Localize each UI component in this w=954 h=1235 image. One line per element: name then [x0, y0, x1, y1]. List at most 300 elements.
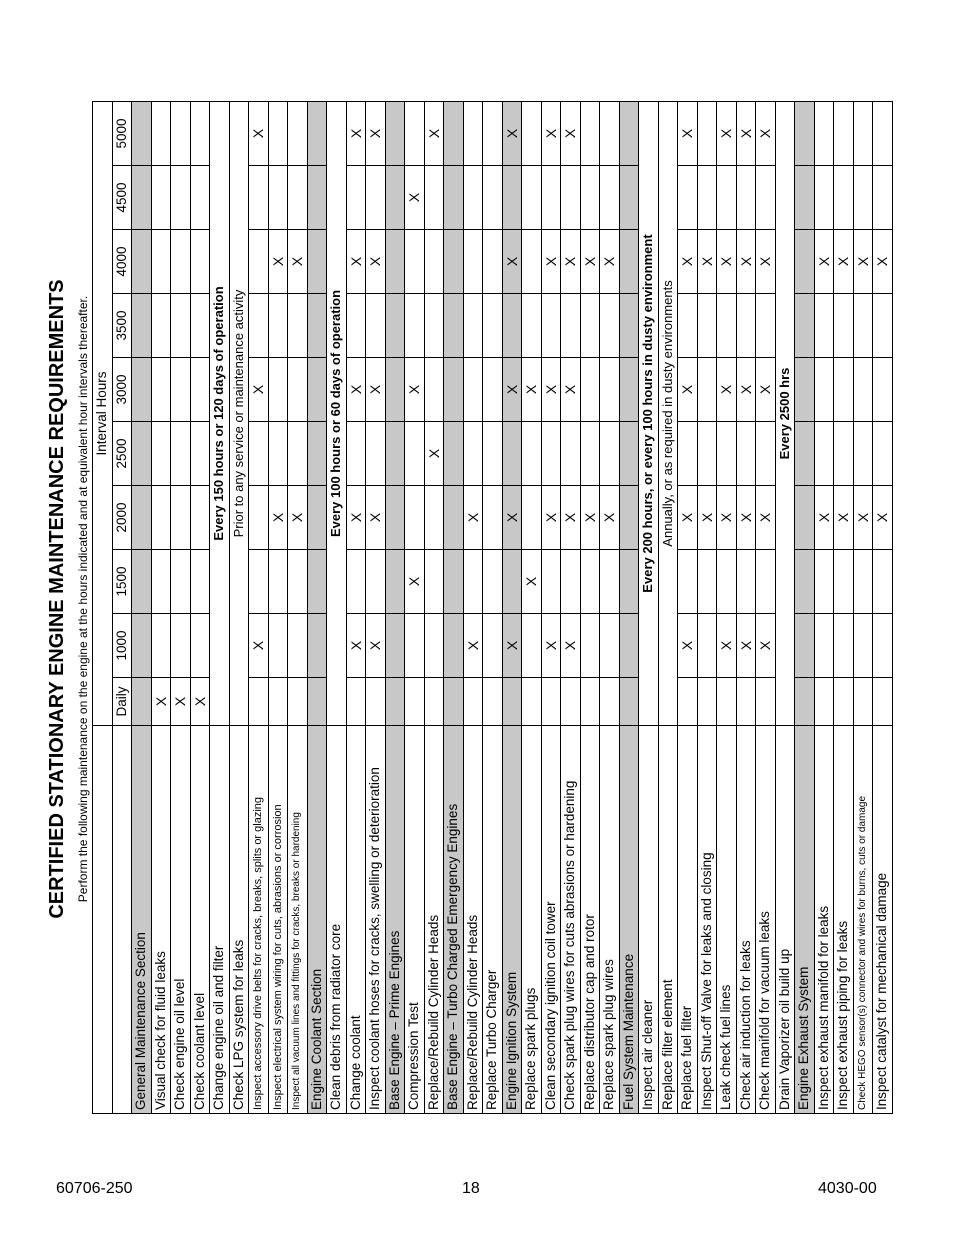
table-row — [151, 102, 171, 1114]
table-row — [249, 102, 269, 1114]
interval-cell — [814, 678, 834, 726]
section-label: Engine Exhaust System — [795, 726, 815, 1114]
task-label: Check HEGO sensor(s) connector and wires for burns, cuts or damage — [853, 726, 873, 1114]
task-label: Clean secondary ignition coil tower — [541, 726, 561, 1114]
interval-cell — [795, 678, 815, 726]
interval-cell — [463, 358, 483, 422]
interval-cell — [619, 486, 639, 550]
interval-mark: X — [346, 614, 366, 678]
interval-cell — [600, 678, 620, 726]
table-row — [541, 102, 561, 1114]
interval-mark: X — [522, 550, 542, 614]
interval-cell — [405, 422, 425, 486]
interval-cell — [522, 230, 542, 294]
table-row — [463, 102, 483, 1114]
interval-mark: X — [190, 678, 210, 726]
section-row — [795, 102, 815, 1114]
interval-mark: X — [424, 102, 444, 166]
interval-cell — [405, 294, 425, 358]
interval-cell — [522, 166, 542, 230]
interval-cell — [814, 102, 834, 166]
interval-cell — [853, 678, 873, 726]
interval-cell — [561, 166, 581, 230]
interval-mark: X — [678, 230, 698, 294]
interval-cell — [424, 614, 444, 678]
interval-mark: X — [697, 486, 717, 550]
table-row — [736, 102, 756, 1114]
interval-cell — [678, 422, 698, 486]
interval-cell — [444, 550, 464, 614]
interval-mark: X — [502, 614, 522, 678]
interval-cell — [307, 486, 327, 550]
interval-cell — [268, 422, 288, 486]
task-label: Inspect Shut-off Valve for leaks and closing — [697, 726, 717, 1114]
header-blank — [112, 726, 132, 1114]
interval-mark: X — [736, 358, 756, 422]
section-row — [619, 102, 639, 1114]
interval-cell — [307, 230, 327, 294]
interval-cell — [307, 678, 327, 726]
interval-cell — [190, 230, 210, 294]
interval-mark: X — [366, 486, 386, 550]
interval-cell — [502, 550, 522, 614]
interval-cell — [483, 550, 503, 614]
table-row — [561, 102, 581, 1114]
table-row — [697, 102, 717, 1114]
interval-cell — [619, 358, 639, 422]
interval-cell — [366, 550, 386, 614]
table-row — [522, 102, 542, 1114]
interval-cell — [619, 166, 639, 230]
interval-cell — [873, 678, 893, 726]
table-row — [210, 102, 230, 1114]
interval-cell — [151, 230, 171, 294]
interval-cell — [268, 358, 288, 422]
interval-cell — [385, 678, 405, 726]
interval-cell — [717, 166, 737, 230]
interval-mark: X — [834, 230, 854, 294]
interval-cell — [405, 230, 425, 294]
interval-cell — [249, 550, 269, 614]
interval-cell — [307, 102, 327, 166]
interval-cell — [619, 422, 639, 486]
task-label: Replace distributor cap and rotor — [580, 726, 600, 1114]
interval-cell — [171, 614, 191, 678]
interval-cell — [756, 422, 776, 486]
interval-cell — [541, 294, 561, 358]
interval-mark: X — [541, 230, 561, 294]
interval-cell — [483, 422, 503, 486]
interval-cell — [600, 614, 620, 678]
interval-cell — [483, 614, 503, 678]
interval-mark: X — [288, 486, 308, 550]
interval-cell — [795, 550, 815, 614]
interval-mark: X — [736, 614, 756, 678]
interval-cell — [541, 166, 561, 230]
interval-mark: X — [580, 486, 600, 550]
interval-note: Every 100 hours or 60 days of operation — [327, 102, 347, 726]
table-row — [873, 102, 893, 1114]
interval-mark: X — [366, 230, 386, 294]
interval-cell — [834, 678, 854, 726]
interval-mark: X — [853, 230, 873, 294]
interval-cell — [307, 294, 327, 358]
interval-cell — [717, 678, 737, 726]
interval-mark: X — [366, 614, 386, 678]
interval-cell — [814, 294, 834, 358]
interval-cell — [288, 422, 308, 486]
section-label: Base Engine – Turbo Charged Emergency Engines — [444, 726, 464, 1114]
interval-cell — [541, 422, 561, 486]
interval-cell — [190, 166, 210, 230]
interval-cell — [814, 422, 834, 486]
interval-cell — [736, 550, 756, 614]
table-row — [268, 102, 288, 1114]
interval-mark: X — [717, 358, 737, 422]
interval-cell — [580, 422, 600, 486]
interval-mark: X — [268, 230, 288, 294]
interval-cell — [619, 614, 639, 678]
interval-mark: X — [756, 102, 776, 166]
interval-cell — [463, 102, 483, 166]
interval-cell — [346, 422, 366, 486]
interval-cell — [171, 486, 191, 550]
interval-cell — [444, 614, 464, 678]
interval-cell — [249, 166, 269, 230]
interval-cell — [834, 294, 854, 358]
interval-cell — [288, 294, 308, 358]
interval-mark: X — [151, 678, 171, 726]
interval-cell — [268, 550, 288, 614]
interval-cell — [717, 294, 737, 358]
interval-cell — [132, 166, 152, 230]
interval-note: Annually, or as required in dusty environments — [658, 102, 678, 726]
interval-mark: X — [678, 614, 698, 678]
interval-cell — [561, 294, 581, 358]
interval-cell — [171, 550, 191, 614]
table-row — [424, 102, 444, 1114]
section-label: General Maintenance Section — [132, 726, 152, 1114]
interval-column-header: 4000 — [112, 230, 132, 294]
interval-cell — [463, 230, 483, 294]
interval-cell — [132, 422, 152, 486]
interval-cell — [678, 294, 698, 358]
interval-cell — [444, 102, 464, 166]
footer-revision: 4030-00 — [818, 1180, 877, 1197]
interval-cell — [853, 614, 873, 678]
interval-cell — [561, 678, 581, 726]
interval-mark: X — [405, 166, 425, 230]
interval-cell — [522, 422, 542, 486]
interval-cell — [697, 358, 717, 422]
interval-note: Every 150 hours or 120 days of operation — [210, 102, 230, 726]
task-label: Check engine oil level — [171, 726, 191, 1114]
interval-mark: X — [424, 422, 444, 486]
interval-cell — [795, 166, 815, 230]
interval-cell — [385, 166, 405, 230]
footer-document-number: 60706-250 — [56, 1180, 133, 1197]
task-label: Clean debris from radiator core — [327, 726, 347, 1114]
interval-cell — [795, 422, 815, 486]
interval-cell — [697, 294, 717, 358]
interval-cell — [463, 678, 483, 726]
interval-cell — [171, 166, 191, 230]
interval-cell — [795, 486, 815, 550]
table-row — [853, 102, 873, 1114]
interval-cell — [249, 230, 269, 294]
interval-cell — [502, 678, 522, 726]
interval-cell — [385, 358, 405, 422]
interval-cell — [268, 614, 288, 678]
task-label: Visual check for fluid leaks — [151, 726, 171, 1114]
interval-cell — [424, 678, 444, 726]
interval-mark: X — [288, 230, 308, 294]
section-row — [444, 102, 464, 1114]
interval-cell — [307, 358, 327, 422]
interval-cell — [502, 294, 522, 358]
task-label: Check coolant level — [190, 726, 210, 1114]
table-row — [171, 102, 191, 1114]
interval-mark: X — [502, 230, 522, 294]
interval-mark: X — [541, 358, 561, 422]
table-row — [366, 102, 386, 1114]
interval-cell — [307, 550, 327, 614]
interval-cell — [834, 550, 854, 614]
interval-cell — [151, 550, 171, 614]
interval-cell — [444, 230, 464, 294]
interval-cell — [424, 486, 444, 550]
interval-cell — [268, 678, 288, 726]
interval-cell — [814, 358, 834, 422]
interval-cell — [249, 422, 269, 486]
interval-cell — [697, 422, 717, 486]
interval-cell — [873, 550, 893, 614]
task-label: Replace spark plugs — [522, 726, 542, 1114]
interval-cell — [853, 422, 873, 486]
section-label: Engine Coolant Section — [307, 726, 327, 1114]
interval-note: Every 200 hours, or every 100 hours in dusty environment — [639, 102, 659, 726]
table-row — [678, 102, 698, 1114]
interval-cell — [853, 102, 873, 166]
interval-cell — [483, 230, 503, 294]
page-subtitle: Perform the following maintenance on the engine at the hours indicated and at equivalent hour intervals thereafter. — [76, 295, 90, 903]
interval-cell — [853, 550, 873, 614]
table-row — [483, 102, 503, 1114]
task-label: Replace Turbo Charger — [483, 726, 503, 1114]
section-label: Base Engine – Prime Engines — [385, 726, 405, 1114]
interval-cell — [814, 614, 834, 678]
interval-cell — [483, 166, 503, 230]
interval-cell — [385, 550, 405, 614]
interval-cell — [795, 614, 815, 678]
header-row-interval — [93, 102, 113, 1114]
interval-cell — [853, 294, 873, 358]
interval-cell — [151, 166, 171, 230]
interval-mark: X — [678, 486, 698, 550]
interval-mark: X — [756, 230, 776, 294]
interval-mark: X — [249, 358, 269, 422]
table-row — [600, 102, 620, 1114]
interval-cell — [717, 550, 737, 614]
task-label: Drain Vaporizer oil build up — [775, 726, 795, 1114]
interval-cell — [853, 358, 873, 422]
interval-mark: X — [541, 486, 561, 550]
interval-cell — [463, 294, 483, 358]
interval-cell — [834, 358, 854, 422]
interval-cell — [561, 422, 581, 486]
interval-column-header: 2000 — [112, 486, 132, 550]
interval-column-header: 5000 — [112, 102, 132, 166]
interval-cell — [385, 230, 405, 294]
interval-cell — [619, 678, 639, 726]
interval-cell — [249, 294, 269, 358]
interval-cell — [346, 166, 366, 230]
interval-cell — [717, 422, 737, 486]
interval-cell — [385, 422, 405, 486]
interval-cell — [151, 294, 171, 358]
interval-cell — [463, 422, 483, 486]
interval-cell — [619, 550, 639, 614]
table-row — [775, 102, 795, 1114]
interval-mark: X — [736, 102, 756, 166]
interval-cell — [873, 358, 893, 422]
interval-column-header: 3000 — [112, 358, 132, 422]
interval-cell — [405, 678, 425, 726]
interval-cell — [132, 358, 152, 422]
maintenance-table — [92, 101, 893, 1114]
interval-cell — [502, 422, 522, 486]
interval-note: Prior to any service or maintenance activity — [229, 102, 249, 726]
task-label: Inspect exhaust piping for leaks — [834, 726, 854, 1114]
interval-column-header: Daily — [112, 678, 132, 726]
interval-cell — [522, 678, 542, 726]
interval-cell — [873, 614, 893, 678]
table-row — [288, 102, 308, 1114]
interval-cell — [444, 678, 464, 726]
interval-cell — [834, 422, 854, 486]
interval-mark: X — [541, 102, 561, 166]
interval-mark: X — [814, 230, 834, 294]
interval-cell — [697, 678, 717, 726]
interval-cell — [736, 422, 756, 486]
interval-mark: X — [600, 230, 620, 294]
interval-mark: X — [873, 486, 893, 550]
page-title: CERTIFIED STATIONARY ENGINE MAINTENANCE REQUIREMENTS — [46, 279, 68, 919]
interval-cell — [424, 166, 444, 230]
interval-mark: X — [346, 230, 366, 294]
table-row — [190, 102, 210, 1114]
interval-cell — [580, 294, 600, 358]
interval-cell — [249, 486, 269, 550]
interval-cell — [424, 550, 444, 614]
task-label: Check air induction for leaks — [736, 726, 756, 1114]
interval-cell — [405, 486, 425, 550]
interval-mark: X — [561, 486, 581, 550]
interval-cell — [151, 486, 171, 550]
interval-cell — [132, 486, 152, 550]
interval-cell — [444, 486, 464, 550]
header-blank — [93, 726, 113, 1114]
interval-mark: X — [736, 230, 756, 294]
interval-mark: X — [756, 358, 776, 422]
interval-cell — [288, 102, 308, 166]
interval-cell — [190, 550, 210, 614]
interval-cell — [580, 550, 600, 614]
interval-cell — [736, 294, 756, 358]
interval-cell — [600, 358, 620, 422]
interval-cell — [171, 102, 191, 166]
interval-cell — [385, 102, 405, 166]
interval-cell — [190, 358, 210, 422]
interval-cell — [795, 230, 815, 294]
task-label: Replace/Rebuild Cylinder Heads — [424, 726, 444, 1114]
interval-cell — [814, 166, 834, 230]
interval-mark: X — [814, 486, 834, 550]
interval-cell — [366, 422, 386, 486]
interval-cell — [600, 294, 620, 358]
interval-cell — [483, 294, 503, 358]
interval-cell — [424, 358, 444, 422]
interval-cell — [249, 678, 269, 726]
section-row — [502, 102, 522, 1114]
interval-cell — [522, 486, 542, 550]
task-label: Replace spark plug wires — [600, 726, 620, 1114]
interval-cell — [288, 166, 308, 230]
interval-cell — [795, 294, 815, 358]
interval-cell — [444, 294, 464, 358]
interval-cell — [190, 614, 210, 678]
interval-mark: X — [873, 230, 893, 294]
interval-mark: X — [502, 102, 522, 166]
interval-cell — [132, 678, 152, 726]
interval-cell — [483, 486, 503, 550]
interval-cell — [151, 614, 171, 678]
interval-mark: X — [171, 678, 191, 726]
interval-mark: X — [678, 358, 698, 422]
interval-mark: X — [502, 358, 522, 422]
interval-cell — [483, 678, 503, 726]
interval-cell — [619, 230, 639, 294]
interval-mark: X — [346, 486, 366, 550]
interval-cell — [405, 614, 425, 678]
interval-cell — [268, 294, 288, 358]
interval-mark: X — [678, 102, 698, 166]
interval-cell — [424, 230, 444, 294]
interval-mark: X — [756, 486, 776, 550]
task-label: Replace filter element — [658, 726, 678, 1114]
interval-cell — [678, 550, 698, 614]
interval-cell — [873, 102, 893, 166]
interval-mark: X — [561, 230, 581, 294]
interval-mark: X — [756, 614, 776, 678]
task-label: Compression Test — [405, 726, 425, 1114]
interval-cell — [756, 678, 776, 726]
interval-cell — [132, 550, 152, 614]
interval-cell — [795, 102, 815, 166]
task-label: Inspect catalyst for mechanical damage — [873, 726, 893, 1114]
interval-mark: X — [541, 614, 561, 678]
interval-cell — [307, 422, 327, 486]
interval-cell — [541, 678, 561, 726]
interval-cell — [288, 614, 308, 678]
interval-cell — [346, 550, 366, 614]
interval-cell — [288, 358, 308, 422]
interval-cell — [366, 678, 386, 726]
interval-cell — [132, 230, 152, 294]
interval-cell — [444, 422, 464, 486]
interval-cell — [873, 166, 893, 230]
interval-cell — [151, 102, 171, 166]
